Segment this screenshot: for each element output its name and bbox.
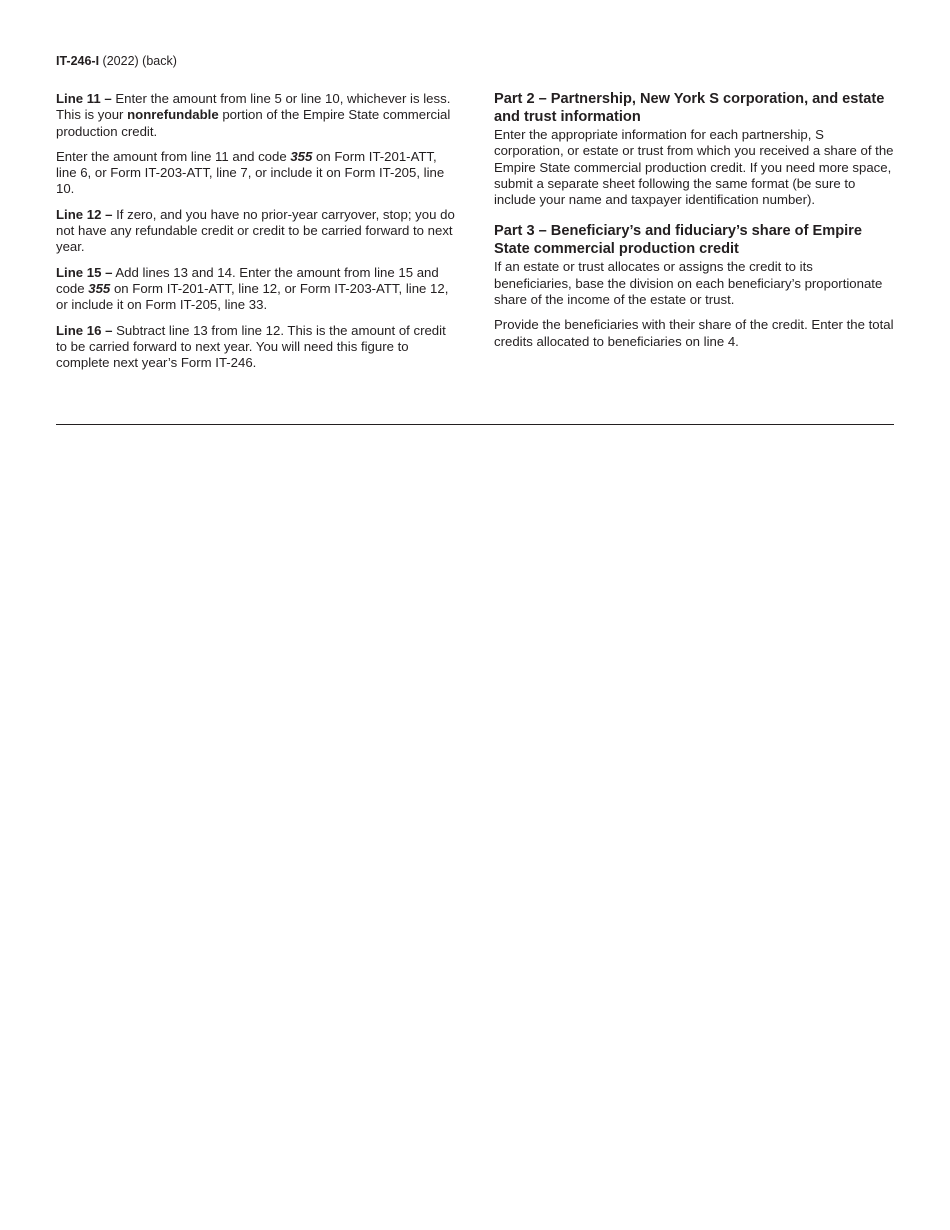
- line-15-text-1: Add lines 13 and 14. Enter the amount from line 15 and code: [56, 264, 439, 296]
- line-12-text: If zero, and you have no prior-year carryover, stop; you do not have any refundable credit or credit to be carried forward to next year.: [56, 206, 455, 255]
- part-3-text-1: If an estate or trust allocates or assigns the credit to its beneficiaries, base the division on each beneficiary’s proportionate share of the income of the estate or trust.: [494, 259, 883, 308]
- line-15-text-2: on Form IT-201-ATT, line 12, or Form IT-203-ATT, line 12, or include it on Form IT-205, line 33.: [56, 280, 449, 313]
- line-15-instruction: [56, 265, 458, 314]
- line-11b-text-2: on Form IT-201-ATT, line 6, or Form IT-203-ATT, line 7, or include it on Form IT-205, line 10.: [56, 148, 445, 197]
- form-id: IT-246-I: [56, 54, 100, 68]
- nonrefundable-emphasis: nonrefundable: [127, 107, 219, 123]
- line-11-instruction: [56, 91, 458, 140]
- line-12-instruction: [56, 207, 458, 256]
- part-2-text: Enter the appropriate information for each partnership, S corporation, or estate or trust from which you received a share of the Empire State commercial production credit. If you need more space, submit a separate sheet following the same format (be sure to include your name and taxpayer identification number).: [494, 127, 894, 208]
- credit-code: 355: [290, 148, 313, 164]
- line-11-label: Line 11 –: [56, 91, 112, 106]
- line-15-label: Line 15 –: [56, 264, 113, 280]
- line-11-text-1: Enter the amount from line 5 or line 10, whichever is less. This is your: [56, 91, 451, 123]
- form-year-page: (2022) (back): [99, 54, 177, 68]
- line-11-text-2: portion of the Empire State commercial production credit.: [56, 107, 451, 139]
- part-2-heading: Part 2 – Partnership, New York S corporation, and estate and trust information: [494, 91, 885, 125]
- line-11b-text-1: Enter the amount from line 11 and code: [56, 148, 291, 164]
- line-16-text: Subtract line 13 from line 12. This is the amount of credit to be carried forward to next year. You will need this figure to complete next year’s Form IT-246.: [56, 322, 446, 371]
- credit-code: 355: [88, 280, 111, 296]
- page-header: [56, 54, 177, 69]
- line-16-label: Line 16 –: [56, 322, 113, 338]
- line-12-label: Line 12 –: [56, 206, 113, 222]
- line-16-instruction: [56, 323, 458, 372]
- part-3-text-2: Provide the beneficiaries with their share of the credit. Enter the total credits allocated to beneficiaries on line 4.: [494, 317, 894, 349]
- left-column: [56, 91, 458, 380]
- right-column: [494, 91, 894, 359]
- line-11-code-instruction: [56, 149, 458, 198]
- part-3-heading: Part 3 – Beneficiary’s and fiduciary’s share of Empire State commercial production credit: [494, 223, 862, 257]
- section-divider: [56, 424, 894, 425]
